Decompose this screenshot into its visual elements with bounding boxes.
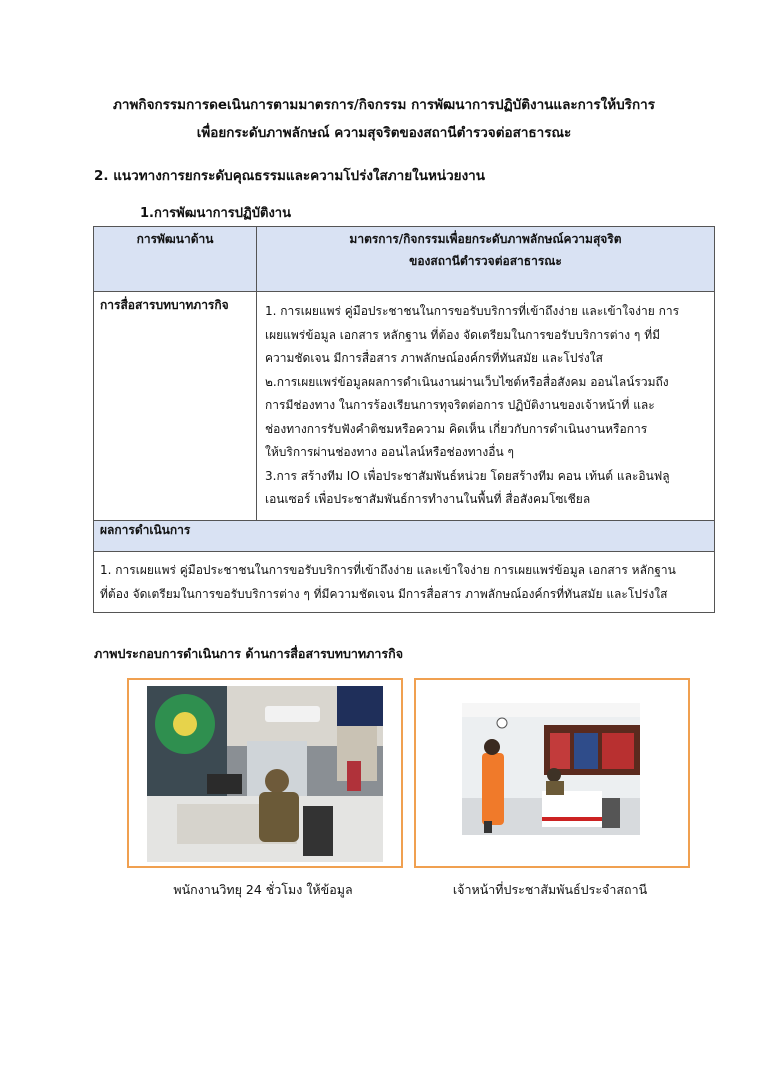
measure-line: ๒.การเผยแพร่ข้อมูลผลการดำเนินงานผ่านเว็บไซต์หรือสื่อสังคม ออนไลน์รวมถึง	[265, 374, 669, 389]
measure-line: เอนเซอร์ เพื่อประชาสัมพันธ์การทำงานในพื้นที่ สื่อสังคมโซเชียล	[265, 492, 591, 506]
photo-pr-officer	[462, 703, 640, 835]
column-header-measures-line2: ของสถานีตำรวจต่อสาธารณะ	[409, 254, 562, 268]
measure-line: ช่องทางการรับฟังคำติชมหรือความ คิดเห็น เกี่ยวกับการดำเนินงานหรือการ	[265, 421, 648, 436]
section-heading: 2. แนวทางการยกระดับคุณธรรมและความโปร่งใสภายในหน่วยงาน	[94, 168, 485, 184]
document-title-line2: เพื่อยกระดับภาพลักษณ์ ความสุจริตของสถานีตำรวจต่อสาธารณะ	[196, 125, 572, 141]
measure-line: 1. การเผยแพร่ คู่มือประชาชนในการขอรับบริการที่เข้าถึงง่าย และเข้าใจง่าย การ	[265, 304, 680, 318]
measures-table	[93, 226, 715, 613]
measure-line: ให้บริการผ่านช่องทาง ออนไลน์หรือช่องทางอื่น ๆ	[265, 445, 514, 459]
results-header: ผลการดำเนินการ	[94, 520, 715, 551]
measures-cell	[257, 292, 715, 521]
photo-caption-radio: พนักงานวิทยุ 24 ชั่วโมง ให้ข้อมูล	[173, 882, 353, 897]
results-cell	[94, 551, 715, 612]
column-header-measures	[257, 227, 715, 292]
photos-heading: ภาพประกอบการดำเนินการ ด้านการสื่อสารบทบาทภารกิจ	[94, 646, 404, 661]
measure-line: เผยแพร่ข้อมูล เอกสาร หลักฐาน ที่ต้อง จัดเตรียมในการขอรับบริการต่าง ๆ ที่มี	[265, 327, 661, 342]
measure-line: การมีช่องทาง ในการร้องเรียนการทุจริตต่อการ ปฏิบัติงานของเจ้าหน้าที่ และ	[265, 398, 655, 412]
results-line: ที่ต้อง จัดเตรียมในการขอรับบริการต่าง ๆ ที่มีความชัดเจน มีการสื่อสาร ภาพลักษณ์องค์กรที่ทันสมัย และโปร่งใส	[100, 586, 668, 601]
subsection-heading: 1.การพัฒนาการปฏิบัติงาน	[140, 206, 291, 221]
photo-radio-operator	[147, 686, 383, 862]
document-title-line1: ภาพกิจกรรมการดeเนินการตามมาตรการ/กิจกรรม การพัฒนาการปฏิบัติงานและการให้บริการ	[113, 97, 655, 113]
radio-room-illustration	[147, 686, 383, 862]
photo-frame-pr-desk	[414, 678, 690, 868]
column-header-measures-line1: มาตรการ/กิจกรรมเพื่อยกระดับภาพลักษณ์ความสุจริต	[349, 232, 622, 246]
measure-line: ความชัดเจน มีการสื่อสาร ภาพลักษณ์องค์กรที่ทันสมัย และโปร่งใส	[265, 351, 603, 365]
pr-desk-illustration	[462, 703, 640, 835]
measure-line: 3.การ สร้างทีม IO เพื่อประชาสัมพันธ์หน่วย โดยสร้างทีม คอน เท้นต์ และอินฟลู	[265, 468, 670, 483]
column-header-aspect: การพัฒนาด้าน	[94, 227, 257, 292]
results-line: 1. การเผยแพร่ คู่มือประชาชนในการขอรับบริการที่เข้าถึงง่าย และเข้าใจง่าย การเผยแพร่ข้อมูล เอกสาร หลักฐาน	[100, 562, 676, 577]
aspect-cell: การสื่อสารบทบาทภารกิจ	[94, 292, 257, 521]
photo-frame-radio-room	[127, 678, 403, 868]
photo-caption-pr: เจ้าหน้าที่ประชาสัมพันธ์ประจำสถานี	[452, 882, 648, 897]
